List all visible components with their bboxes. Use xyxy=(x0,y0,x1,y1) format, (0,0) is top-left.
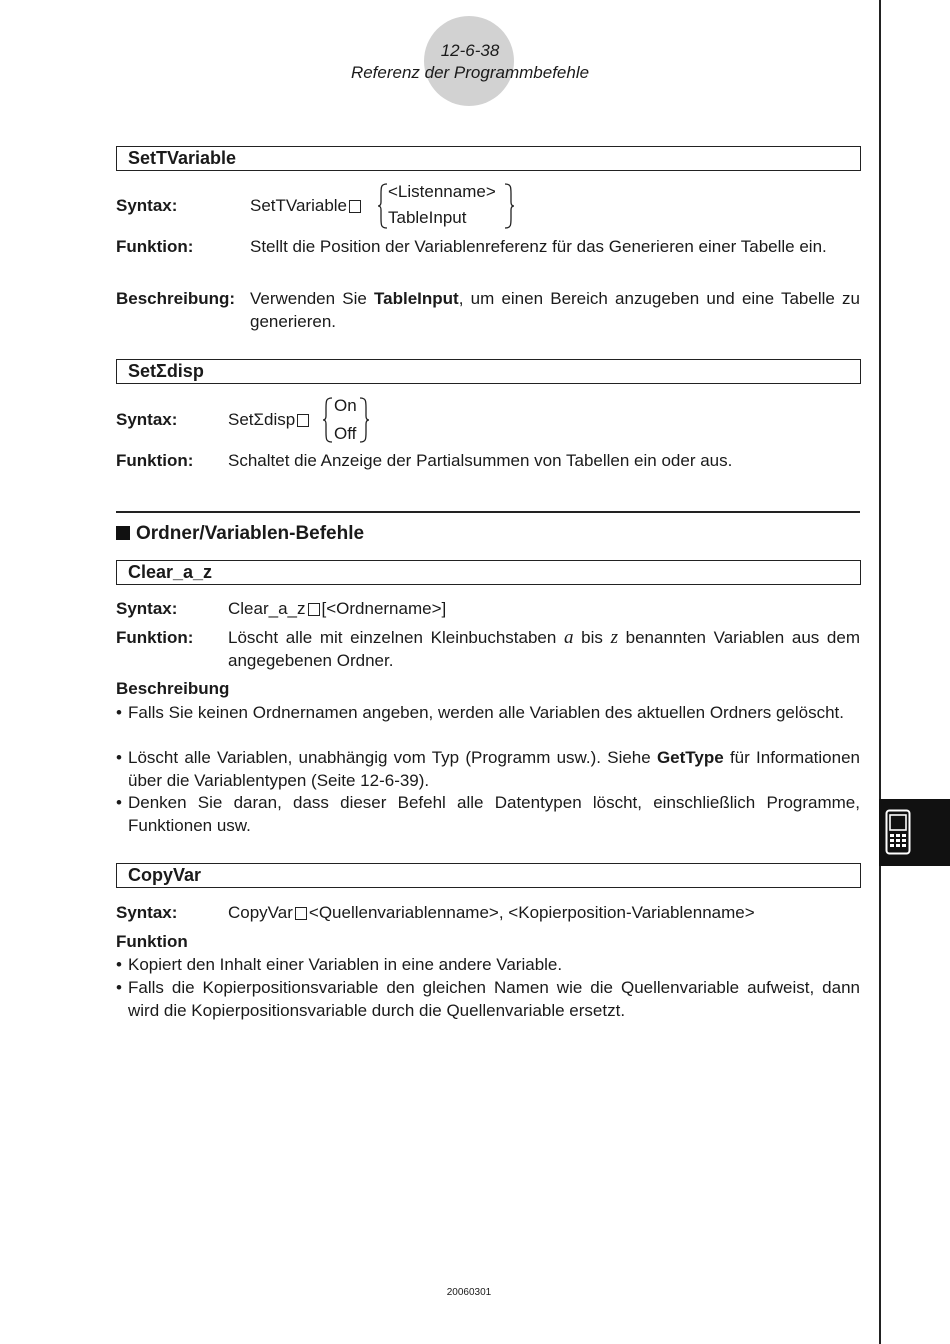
funktion-label: Funktion: xyxy=(116,451,194,470)
beschreibung-text-end: , um einen Bereich anzugeben und eine Tabelle zu generieren. xyxy=(250,289,860,331)
funktion-text-mid: bis xyxy=(573,628,611,647)
bullet-text: Falls die Kopierpositionsvariable den gleichen Namen wie die Quellenvariable aufweist, dann wird die Kopierpositionsvariable durch die Quellenvariable ersetzt. xyxy=(128,978,860,1020)
keyword-gettype: GetType xyxy=(656,748,724,767)
beschreibung-heading: Beschreibung xyxy=(116,679,230,698)
setsigmadisp-funktion-text: Schaltet die Anzeige der Partialsummen von Tabellen ein oder aus. xyxy=(228,451,733,470)
bullet-icon: • xyxy=(116,703,122,722)
list-item xyxy=(116,953,860,976)
funktion-text-end: benannten Variablen aus dem angegebenen Ordner. xyxy=(228,628,861,670)
syntax-command xyxy=(228,597,446,620)
bullet-icon: • xyxy=(116,748,122,767)
funktion-label: Funktion: xyxy=(116,237,194,256)
syntax-label: Syntax: xyxy=(116,599,178,618)
list-item xyxy=(116,976,860,1022)
calculator-icon xyxy=(885,809,911,855)
command-box-clear-a-z: Clear_a_z xyxy=(116,560,861,585)
bullet-text-start: Löscht alle Variablen, unabhängig vom Typ (Programm usw.). Siehe xyxy=(128,748,657,767)
bullet-text xyxy=(128,746,860,792)
syntax-label: Syntax: xyxy=(116,196,178,215)
variable-a: a xyxy=(564,627,574,648)
chapter-tab xyxy=(879,799,950,866)
funktion-text-start: Löscht alle mit einzelnen Kleinbuchstaben xyxy=(228,628,564,647)
black-square-icon xyxy=(116,526,130,540)
bullet-icon: • xyxy=(116,955,122,974)
syntax-option-tableinput: TableInput xyxy=(388,208,467,227)
page-number: 12-6-38 xyxy=(440,41,500,60)
syntax-arguments: <Quellenvariablenname>, <Kopierposition-Variablenname> xyxy=(308,903,755,922)
right-brace-icon xyxy=(503,182,515,230)
syntax-command-name: Clear_a_z xyxy=(228,599,306,618)
settvariable-beschreibung-text xyxy=(250,287,860,333)
syntax-options xyxy=(322,396,382,446)
section-separator xyxy=(116,511,860,513)
list-item xyxy=(116,701,860,747)
footer-code: 20060301 xyxy=(446,1287,492,1298)
bullet-icon: • xyxy=(116,793,122,812)
list-item xyxy=(116,746,860,792)
command-box-copyvar: CopyVar xyxy=(116,863,861,888)
bullet-icon: • xyxy=(116,978,122,997)
command-box-setsigmadisp: SetΣdisp xyxy=(116,359,861,384)
beschreibung-label: Beschreibung: xyxy=(116,289,236,308)
right-brace-icon xyxy=(358,396,370,444)
syntax-command-name: SetΣdisp xyxy=(228,410,296,429)
left-brace-icon xyxy=(322,396,334,444)
space-box-icon xyxy=(349,200,361,213)
bullet-text: Denken Sie daran, dass dieser Befehl alle Datentypen löscht, einschließlich Programme, Funktionen usw. xyxy=(128,793,860,835)
section-title xyxy=(116,523,364,545)
syntax-option-off: Off xyxy=(334,424,357,443)
right-margin-rule xyxy=(879,0,881,1344)
space-box-icon xyxy=(295,907,307,920)
syntax-options xyxy=(377,182,517,232)
settvariable-funktion-text: Stellt die Position der Variablenreferenz für das Generieren einer Tabelle ein. xyxy=(250,237,827,256)
command-box-settvariable: SetTVariable xyxy=(116,146,861,171)
bullet-text-end: für Informationen über die Variablentypen (Seite 12-6-39). xyxy=(128,748,860,790)
space-box-icon xyxy=(297,414,309,427)
syntax-option-listenname: <Listenname> xyxy=(388,182,496,201)
variable-z: z xyxy=(610,627,618,648)
syntax-command xyxy=(250,194,363,217)
bullet-text: Kopiert den Inhalt einer Variablen in eine andere Variable. xyxy=(128,955,563,974)
funktion-heading: Funktion xyxy=(116,932,188,951)
syntax-option-on: On xyxy=(334,396,357,415)
bullet-text: Falls Sie keinen Ordnernamen angeben, werden alle Variablen des aktuellen Ordners gelöscht. xyxy=(128,703,845,722)
beschreibung-text-start: Verwenden Sie xyxy=(250,289,375,308)
funktion-label: Funktion: xyxy=(116,628,194,647)
syntax-command-name: SetTVariable xyxy=(250,196,348,215)
syntax-command xyxy=(228,408,311,431)
header-circle-decoration xyxy=(424,16,514,106)
list-item xyxy=(116,791,860,837)
page-subtitle: Referenz der Programmbefehle xyxy=(350,63,590,82)
space-box-icon xyxy=(308,603,320,616)
syntax-label: Syntax: xyxy=(116,903,178,922)
syntax-command xyxy=(228,901,755,924)
syntax-argument: [<Ordnername>] xyxy=(321,599,447,618)
section-title-text: Ordner/Variablen-Befehle xyxy=(136,523,365,544)
clear-a-z-funktion-text xyxy=(228,626,860,672)
syntax-command-name: CopyVar xyxy=(228,903,293,922)
beschreibung-keyword-tableinput: TableInput xyxy=(374,289,459,308)
syntax-label: Syntax: xyxy=(116,410,178,429)
